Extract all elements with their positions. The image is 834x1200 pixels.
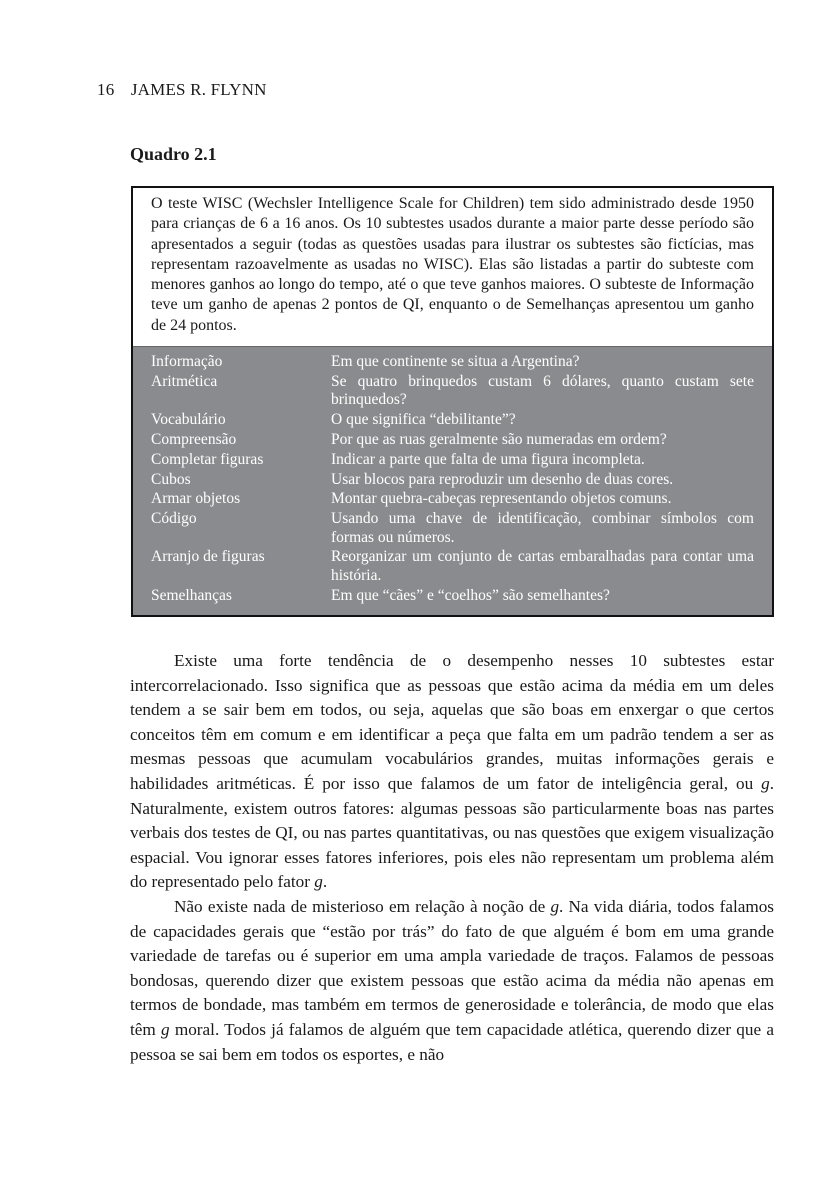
subtest-row <box>151 587 754 606</box>
subtest-example: O que significa “debilitante”? <box>331 411 516 429</box>
subtest-name: Código <box>151 510 197 528</box>
subtest-example: Em que “cães” e “coelhos” são semelhantes? <box>331 586 610 604</box>
subtest-name: Vocabulário <box>151 411 226 429</box>
box-title: Quadro 2.1 <box>130 144 217 164</box>
subtest-example: Em que continente se situa a Argentina? <box>331 353 580 371</box>
subtest-example: Reorganizar um conjunto de cartas embaralhadas para contar uma história. <box>331 548 754 584</box>
paragraph: Não existe nada de misterioso em relação à noção de g. Na vida diária, todos falamos de capacidades gerais que “estão por trás” do fato de que alguém é bom em uma grande variedade de tarefas ou é superior em uma ampla variedade de traços. Falamos de pessoas bondosas, querendo dizer que existem pessoas que estão acima da média não apenas em termos de bondade, mas também em termos de generosidade e tolerância, de modo que elas têm g moral. Todos já falamos de alguém que tem capacidade atlética, querendo dizer que a pessoa se sai bem em todos os esportes, e não <box>130 896 774 1064</box>
g-factor-symbol: g <box>550 896 560 916</box>
subtest-example: Por que as ruas geralmente são numeradas em ordem? <box>331 430 667 448</box>
author-name: JAMES R. FLYNN <box>130 80 267 99</box>
subtest-row <box>151 548 754 585</box>
subtest-example: Montar quebra-cabeças representando objetos comuns. <box>331 490 672 508</box>
subtest-example: Indicar a parte que falta de uma figura incompleta. <box>331 450 645 468</box>
g-factor-symbol: g <box>761 773 770 793</box>
subtest-name: Compreensão <box>151 430 237 448</box>
subtest-example: Se quatro brinquedos custam 6 dólares, quanto custam sete brinquedos? <box>331 372 754 409</box>
g-factor-symbol: g <box>161 1019 170 1039</box>
paragraph: Existe uma forte tendência de o desempenho nesses 10 subtestes estar intercorrelacionado. Isso significa que as pessoas que estão acima da média em um deles tendem a se sair bem em todos, ou seja, aquelas que são boas em enxergar o que certos conceitos têm em comum e em identificar a peça que falta em um padrão tendem a ser as mesmas pessoas que acumulam vocabulários grandes, muitas informações gerais e habilidades aritméticas. É por isso que falamos de um fator de inteligência geral, ou g. Naturalmente, existem outros fatores: algumas pessoas são particularmente boas nas partes verbais dos testes de QI, ou nas partes quantitativas, ou nas questões que exigem visualização espacial. Vou ignorar esses fatores inferiores, pois eles não representam um problema além do representado pelo fator g. <box>130 651 774 892</box>
subtest-name: Cubos <box>151 470 191 488</box>
subtest-row <box>151 373 754 410</box>
page-number: 16 <box>97 80 115 99</box>
subtest-name: Armar objetos <box>151 490 241 508</box>
subtest-name: Aritmética <box>151 372 218 390</box>
subtest-name: Completar figuras <box>151 450 264 468</box>
subtest-name: Informação <box>151 353 223 371</box>
subtest-example: Usando uma chave de identificação, combinar símbolos com formas ou números. <box>331 510 754 546</box>
subtest-example: Usar blocos para reproduzir um desenho de duas cores. <box>331 470 674 488</box>
subtest-name: Arranjo de figuras <box>151 548 265 566</box>
subtest-row <box>151 510 754 547</box>
g-factor-symbol: g <box>314 872 323 892</box>
wisc-subtests-box <box>131 186 774 617</box>
subtests-table <box>133 346 772 614</box>
subtest-row <box>151 451 754 470</box>
subtest-row <box>151 490 754 509</box>
running-head <box>97 80 267 100</box>
subtest-name: Semelhanças <box>151 586 232 604</box>
subtest-row <box>151 431 754 450</box>
box-intro: O teste WISC (Wechsler Intelligence Scale for Children) tem sido administrado desde 1950 para crianças de 6 a 16 anos. Os 10 subtestes usados durante a maior parte desse período são apresentados a seguir (todas as questões usadas para ilustrar os subtestes são fictícias, mas representam razoavelmente as usadas no WISC). Elas são listadas a partir do subteste com menores ganhos ao longo do tempo, até o que teve ganhos maiores. O subteste de Informação teve um ganho de apenas 2 pontos de QI, enquanto o de Semelhanças apresentou um ganho de 24 pontos. <box>133 188 772 346</box>
subtest-row <box>151 411 754 430</box>
body-text <box>130 649 774 1067</box>
subtest-row <box>151 471 754 490</box>
subtest-row <box>151 353 754 372</box>
